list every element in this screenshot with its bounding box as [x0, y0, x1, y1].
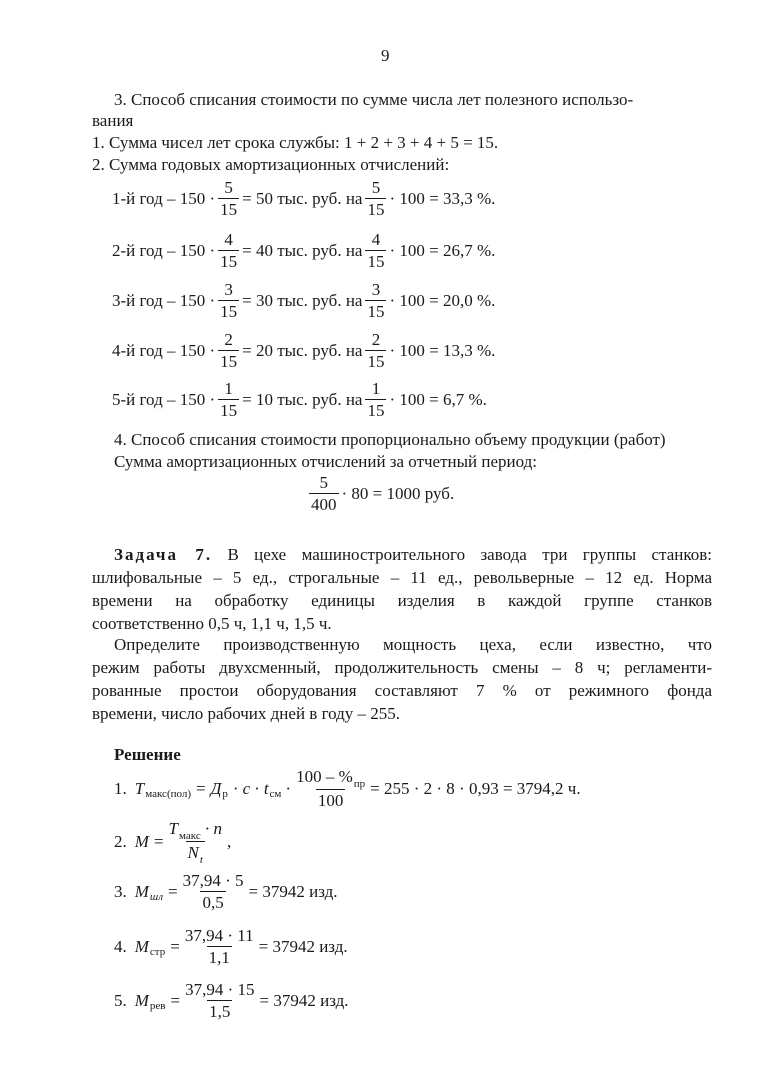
method3-sum-years: 1. Сумма чисел лет срока службы: 1 + 2 + 3 + 4 + 5 = 15. — [92, 133, 499, 152]
year-amount: = 40 тыс. руб. на — [242, 241, 363, 260]
formula4-result: = 37942 изд. — [258, 937, 348, 956]
page-number: 9 — [381, 46, 390, 65]
year-amount: = 30 тыс. руб. на — [242, 291, 363, 310]
solution-formula-1: 1. T макс(пол) = Д р · c · t см · $\frac{100 - \%_{пр}}{100}$ = 255 · 2 · 8 · 0,93 = 3794,2 ч. — [114, 767, 581, 810]
year-fraction: $\frac{5}{15}$ — [220, 178, 238, 219]
method4-title: 4. Способ списания стоимости пропорционально объему продукции (работ) — [114, 430, 666, 449]
method3-title-line1: 3. Способ списания стоимости по сумме числа лет полезного использо- — [114, 90, 634, 109]
solution-formula-3: 3. M шл = $\frac{37,94 \cdot 5}{0,5}$ = 37942 изд. — [114, 871, 338, 912]
year-label: 1-й год – 150 · — [112, 189, 216, 208]
percent-fraction: $\frac{3}{15}$ — [367, 280, 385, 321]
formula1-fraction: $\frac{100 - \%_{пр}}{100}$ — [296, 767, 366, 810]
formula-index: 4. — [114, 937, 127, 956]
year-row-1 — [112, 179, 495, 219]
year-percent: · 100 = 26,7 %. — [389, 241, 496, 260]
year-fraction: $\frac{3}{15}$ — [220, 280, 238, 321]
formula5-fraction: $\frac{37,94 \cdot 15}{1,5}$ — [185, 980, 255, 1021]
formula4-fraction: $\frac{37,94 \cdot 11}{1,1}$ — [184, 926, 254, 967]
year-amount: = 10 тыс. руб. на — [242, 390, 363, 409]
year-percent: · 100 = 20,0 %. — [389, 291, 496, 310]
year-percent: · 100 = 33,3 %. — [389, 189, 496, 208]
task7-p2-line: времени, число рабочих дней в году – 255. — [92, 704, 401, 723]
task7-p1-line: шлифовальные – 5 ед., строгальные – 11 ед., револьверные – 12 ед. Норма — [92, 568, 712, 587]
task7-p1-line: В цехе машиностроительного завода три группы станков: — [227, 545, 712, 564]
solution-formula-5: 5. M рев = $\frac{37,94 \cdot 15}{1,5}$ = 37942 изд. — [114, 980, 349, 1021]
year-label: 5-й год – 150 · — [112, 390, 216, 409]
year-percent: · 100 = 6,7 %. — [389, 390, 487, 409]
method4-subtitle: Сумма амортизационных отчислений за отчетный период: — [114, 452, 538, 471]
percent-fraction: $\frac{5}{15}$ — [367, 178, 385, 219]
formula-index: 2. — [114, 832, 127, 851]
task7-p2-line: рованные простои оборудования составляют 7 % от режимного фонда — [92, 681, 712, 700]
year-fraction: $\frac{4}{15}$ — [220, 230, 238, 271]
task7-p2-line: Определите производственную мощность цеха, если известно, что — [114, 635, 712, 654]
formula1-result: = 255 · 2 · 8 · 0,93 = 3794,2 ч. — [370, 779, 581, 798]
formula3-fraction: $\frac{37,94 \cdot 5}{0,5}$ — [182, 871, 244, 912]
formula5-result: = 37942 изд. — [259, 991, 349, 1010]
formula-index: 5. — [114, 991, 127, 1010]
year-fraction: $\frac{2}{15}$ — [220, 330, 238, 371]
year-row-4 — [112, 331, 495, 371]
formula-index: 1. — [114, 779, 127, 798]
year-fraction: $\frac{1}{15}$ — [220, 379, 238, 420]
symbol-D: Д — [210, 779, 222, 798]
solution-formula-2: 2. M = $\frac{T_{макс} \cdot n}{N_t}$ , — [114, 819, 232, 866]
year-label: 4-й год – 150 · — [112, 341, 216, 360]
task7-p2-line: режим работы двухсменный, продолжительность смены – 8 ч; регламенти- — [92, 658, 712, 677]
year-label: 3-й год – 150 · — [112, 291, 216, 310]
task7-p1-line: соответственно 0,5 ч, 1,1 ч, 1,5 ч. — [92, 614, 332, 633]
task7-label: Задача 7. — [114, 545, 213, 564]
task7-p1-line: времени на обработку единицы изделия в каждой группе станков — [92, 591, 712, 610]
percent-fraction: $\frac{4}{15}$ — [367, 230, 385, 271]
method4-fraction: $\frac{5}{400}$ — [311, 473, 337, 514]
percent-fraction: $\frac{2}{15}$ — [367, 330, 385, 371]
method3-annual-heading: 2. Сумма годовых амортизационных отчислений: — [92, 155, 450, 174]
task7-paragraph2 — [92, 633, 712, 725]
task7-paragraph1 — [92, 543, 712, 635]
method4-formula — [306, 474, 454, 514]
year-amount: = 20 тыс. руб. на — [242, 341, 363, 360]
solution-heading: Решение — [114, 745, 181, 764]
solution-formula-4: 4. M стр = $\frac{37,94 \cdot 11}{1,1}$ = 37942 изд. — [114, 926, 348, 967]
symbol-T: T — [134, 779, 145, 798]
formula3-result: = 37942 изд. — [248, 882, 338, 901]
year-amount: = 50 тыс. руб. на — [242, 189, 363, 208]
year-percent: · 100 = 13,3 %. — [389, 341, 496, 360]
year-label: 2-й год – 150 · — [112, 241, 216, 260]
year-row-3 — [112, 281, 495, 321]
year-row-5 — [112, 380, 487, 420]
method3-title-line2: вания — [92, 111, 134, 130]
year-row-2 — [112, 231, 495, 271]
formula-index: 3. — [114, 882, 127, 901]
method4-result: · 80 = 1000 руб. — [341, 484, 455, 503]
formula2-fraction: $\frac{T_{макс} \cdot n}{N_t}$ — [168, 819, 222, 866]
percent-fraction: $\frac{1}{15}$ — [367, 379, 385, 420]
